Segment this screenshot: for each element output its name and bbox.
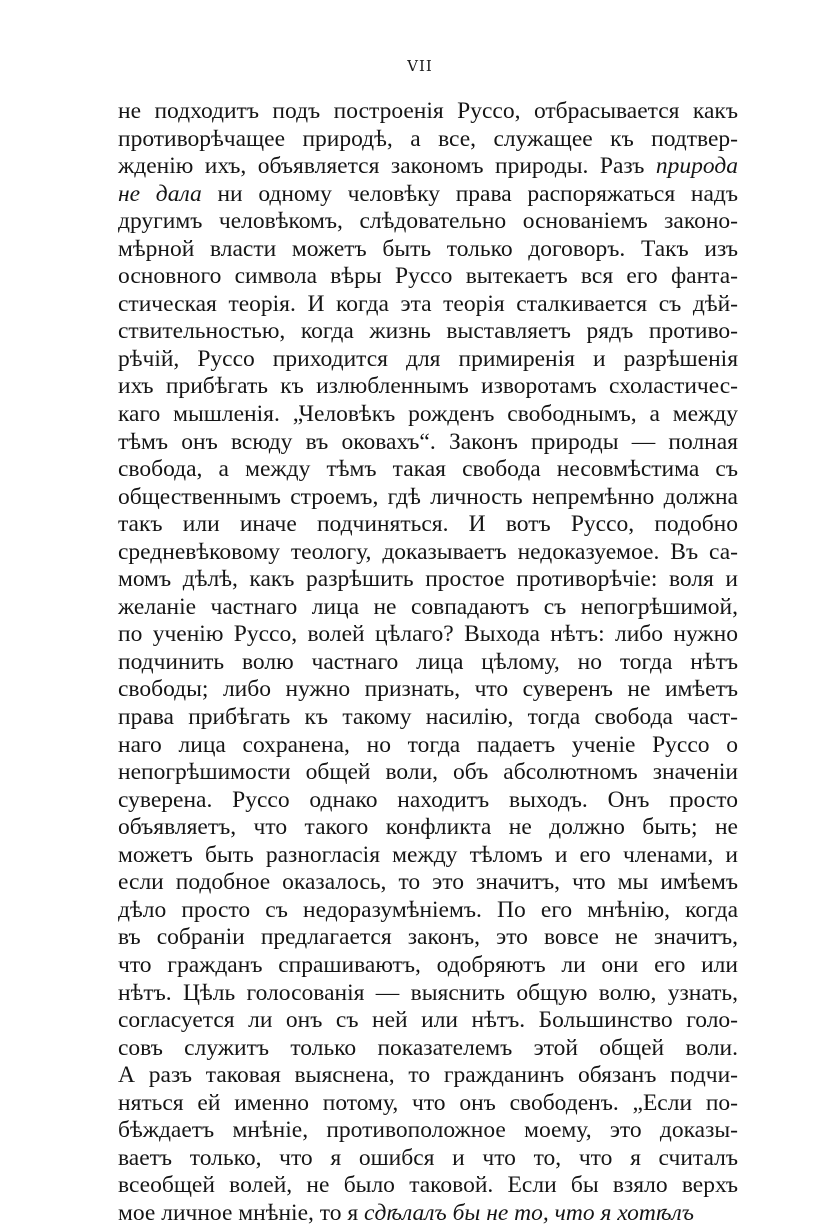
- text-segment: мѣрной власти можетъ быть только договоръ. Такъ изъ: [118, 235, 738, 262]
- text-line: [118, 814, 738, 842]
- text-segment: мое личное мнѣніе, то я: [118, 1199, 365, 1226]
- text-line: [118, 126, 738, 154]
- text-segment: ствительностью, когда жизнь выставляетъ рядъ противо-: [118, 318, 738, 345]
- text-line: [118, 952, 738, 980]
- text-line: [118, 759, 738, 787]
- text-segment: стическая теорія. И когда эта теорія сталкивается съ дѣй-: [118, 290, 738, 317]
- text-segment: другимъ человѣкомъ, слѣдовательно основаніемъ законо-: [118, 208, 738, 235]
- text-segment: всеобщей волей, не было таковой. Если бы взяло верхъ: [118, 1172, 738, 1199]
- text-line: [118, 897, 738, 925]
- text-segment: что гражданъ спрашиваютъ, одобряютъ ли они его или: [118, 951, 738, 978]
- text-segment: противорѣчащее природѣ, а все, служащее къ подтвер-: [118, 125, 738, 152]
- text-segment: права прибѣгать къ такому насилію, тогда свобода част-: [118, 704, 738, 731]
- text-segment: не подходитъ подъ построенія Руссо, отбрасывается какъ: [118, 98, 738, 124]
- text-line: [118, 373, 738, 401]
- text-segment: дѣло просто съ недоразумѣніемъ. По его мнѣнію, когда: [118, 896, 738, 923]
- text-segment: нѣтъ. Цѣль голосованія — выяснить общую волю, узнать,: [118, 979, 738, 1006]
- text-line: [118, 456, 738, 484]
- text-line: [118, 566, 738, 594]
- text-line: [118, 1007, 738, 1035]
- text-line: [118, 1090, 738, 1118]
- text-segment: если подобное оказалось, то это значитъ, что мы имѣемъ: [118, 869, 738, 896]
- text-line: [118, 208, 738, 236]
- text-segment: ихъ прибѣгать къ излюбленнымъ изворотамъ схоластичес-: [118, 373, 738, 400]
- text-line: [118, 594, 738, 622]
- text-line: [118, 153, 738, 181]
- text-line: [118, 704, 738, 732]
- text-line: [118, 236, 738, 264]
- text-segment: каго мышленія. „Человѣкъ рожденъ свободнымъ, а между: [118, 401, 738, 428]
- text-segment: основного символа вѣры Руссо вытекаетъ вся его фанта-: [118, 263, 738, 290]
- text-line: [118, 924, 738, 952]
- text-line: [118, 1200, 738, 1227]
- text-line: [118, 318, 738, 346]
- italic-text-segment: сдѣлалъ бы не то, что я хотѣлъ: [364, 1199, 694, 1226]
- text-line: [118, 787, 738, 815]
- italic-text-segment: природа: [655, 153, 738, 180]
- text-line: [118, 291, 738, 319]
- text-segment: по ученію Руссо, волей цѣлаго? Выхода нѣтъ: либо нужно: [118, 621, 738, 648]
- body-text: [118, 98, 738, 1227]
- text-segment: непогрѣшимости общей воли, объ абсолютномъ значеніи: [118, 759, 738, 786]
- text-segment: ни одному человѣку права распоряжаться надъ: [201, 180, 739, 207]
- text-segment: совъ служитъ только показателемъ этой общей воли.: [118, 1034, 738, 1061]
- text-line: [118, 1117, 738, 1145]
- text-segment: общественнымъ строемъ, гдѣ личность непремѣнно должна: [118, 483, 738, 510]
- text-segment: бѣждаетъ мнѣніе, противоположное моему, это доказы-: [118, 1117, 738, 1144]
- text-line: [118, 1172, 738, 1200]
- text-segment: свободы; либо нужно признать, что суверенъ не имѣетъ: [118, 676, 738, 703]
- text-line: [118, 621, 738, 649]
- text-segment: средневѣковому теологу, доказываетъ недоказуемое. Въ са-: [118, 538, 738, 565]
- text-line: [118, 263, 738, 291]
- text-segment: жденію ихъ, объявляется закономъ природы. Разъ: [118, 153, 656, 180]
- italic-text-segment: не дала: [118, 180, 202, 207]
- text-segment: наго лица сохранена, но тогда падаетъ ученіе Руссо о: [118, 731, 738, 758]
- text-segment: суверена. Руссо однако находитъ выходъ. Онъ просто: [118, 786, 738, 813]
- text-segment: момъ дѣлѣ, какъ разрѣшить простое противорѣчіе: воля и: [118, 566, 738, 593]
- text-segment: тѣмъ онъ всюду въ оковахъ“. Законъ природы — полная: [118, 428, 738, 455]
- text-line: [118, 676, 738, 704]
- text-line: [118, 484, 738, 512]
- text-segment: такъ или иначе подчиняться. И вотъ Руссо, подобно: [118, 511, 738, 538]
- text-line: [118, 98, 738, 126]
- text-line: [118, 346, 738, 374]
- text-segment: рѣчій, Руссо приходится для примиренія и разрѣшенія: [118, 345, 738, 372]
- text-segment: желаніе частнаго лица не совпадаютъ съ непогрѣшимой,: [118, 593, 738, 620]
- text-line: [118, 1145, 738, 1173]
- text-line: [118, 429, 738, 457]
- page-number: VII: [407, 57, 433, 75]
- text-line: [118, 869, 738, 897]
- text-segment: подчинить волю частнаго лица цѣлому, но тогда нѣтъ: [118, 648, 738, 675]
- text-line: [118, 511, 738, 539]
- text-line: [118, 732, 738, 760]
- text-segment: ваетъ только, что я ошибся и что то, что я считалъ: [118, 1144, 738, 1171]
- text-line: [118, 539, 738, 567]
- text-line: [118, 842, 738, 870]
- text-segment: согласуется ли онъ съ ней или нѣтъ. Большинство голо-: [118, 1007, 738, 1034]
- text-line: [118, 980, 738, 1008]
- text-segment: объявляетъ, что такого конфликта не должно быть; не: [118, 814, 738, 841]
- text-segment: свобода, а между тѣмъ такая свобода несовмѣстима съ: [118, 456, 738, 483]
- text-line: [118, 181, 738, 209]
- text-line: [118, 649, 738, 677]
- text-line: [118, 1062, 738, 1090]
- text-segment: А разъ таковая выяснена, то гражданинъ обязанъ подчи-: [118, 1062, 738, 1089]
- text-segment: можетъ быть разногласія между тѣломъ и его членами, и: [118, 841, 738, 868]
- text-line: [118, 1035, 738, 1063]
- text-segment: въ собраніи предлагается законъ, это вовсе не значитъ,: [118, 924, 738, 951]
- text-line: [118, 401, 738, 429]
- text-segment: няться ей именно потому, что онъ свободенъ. „Если по-: [118, 1089, 738, 1116]
